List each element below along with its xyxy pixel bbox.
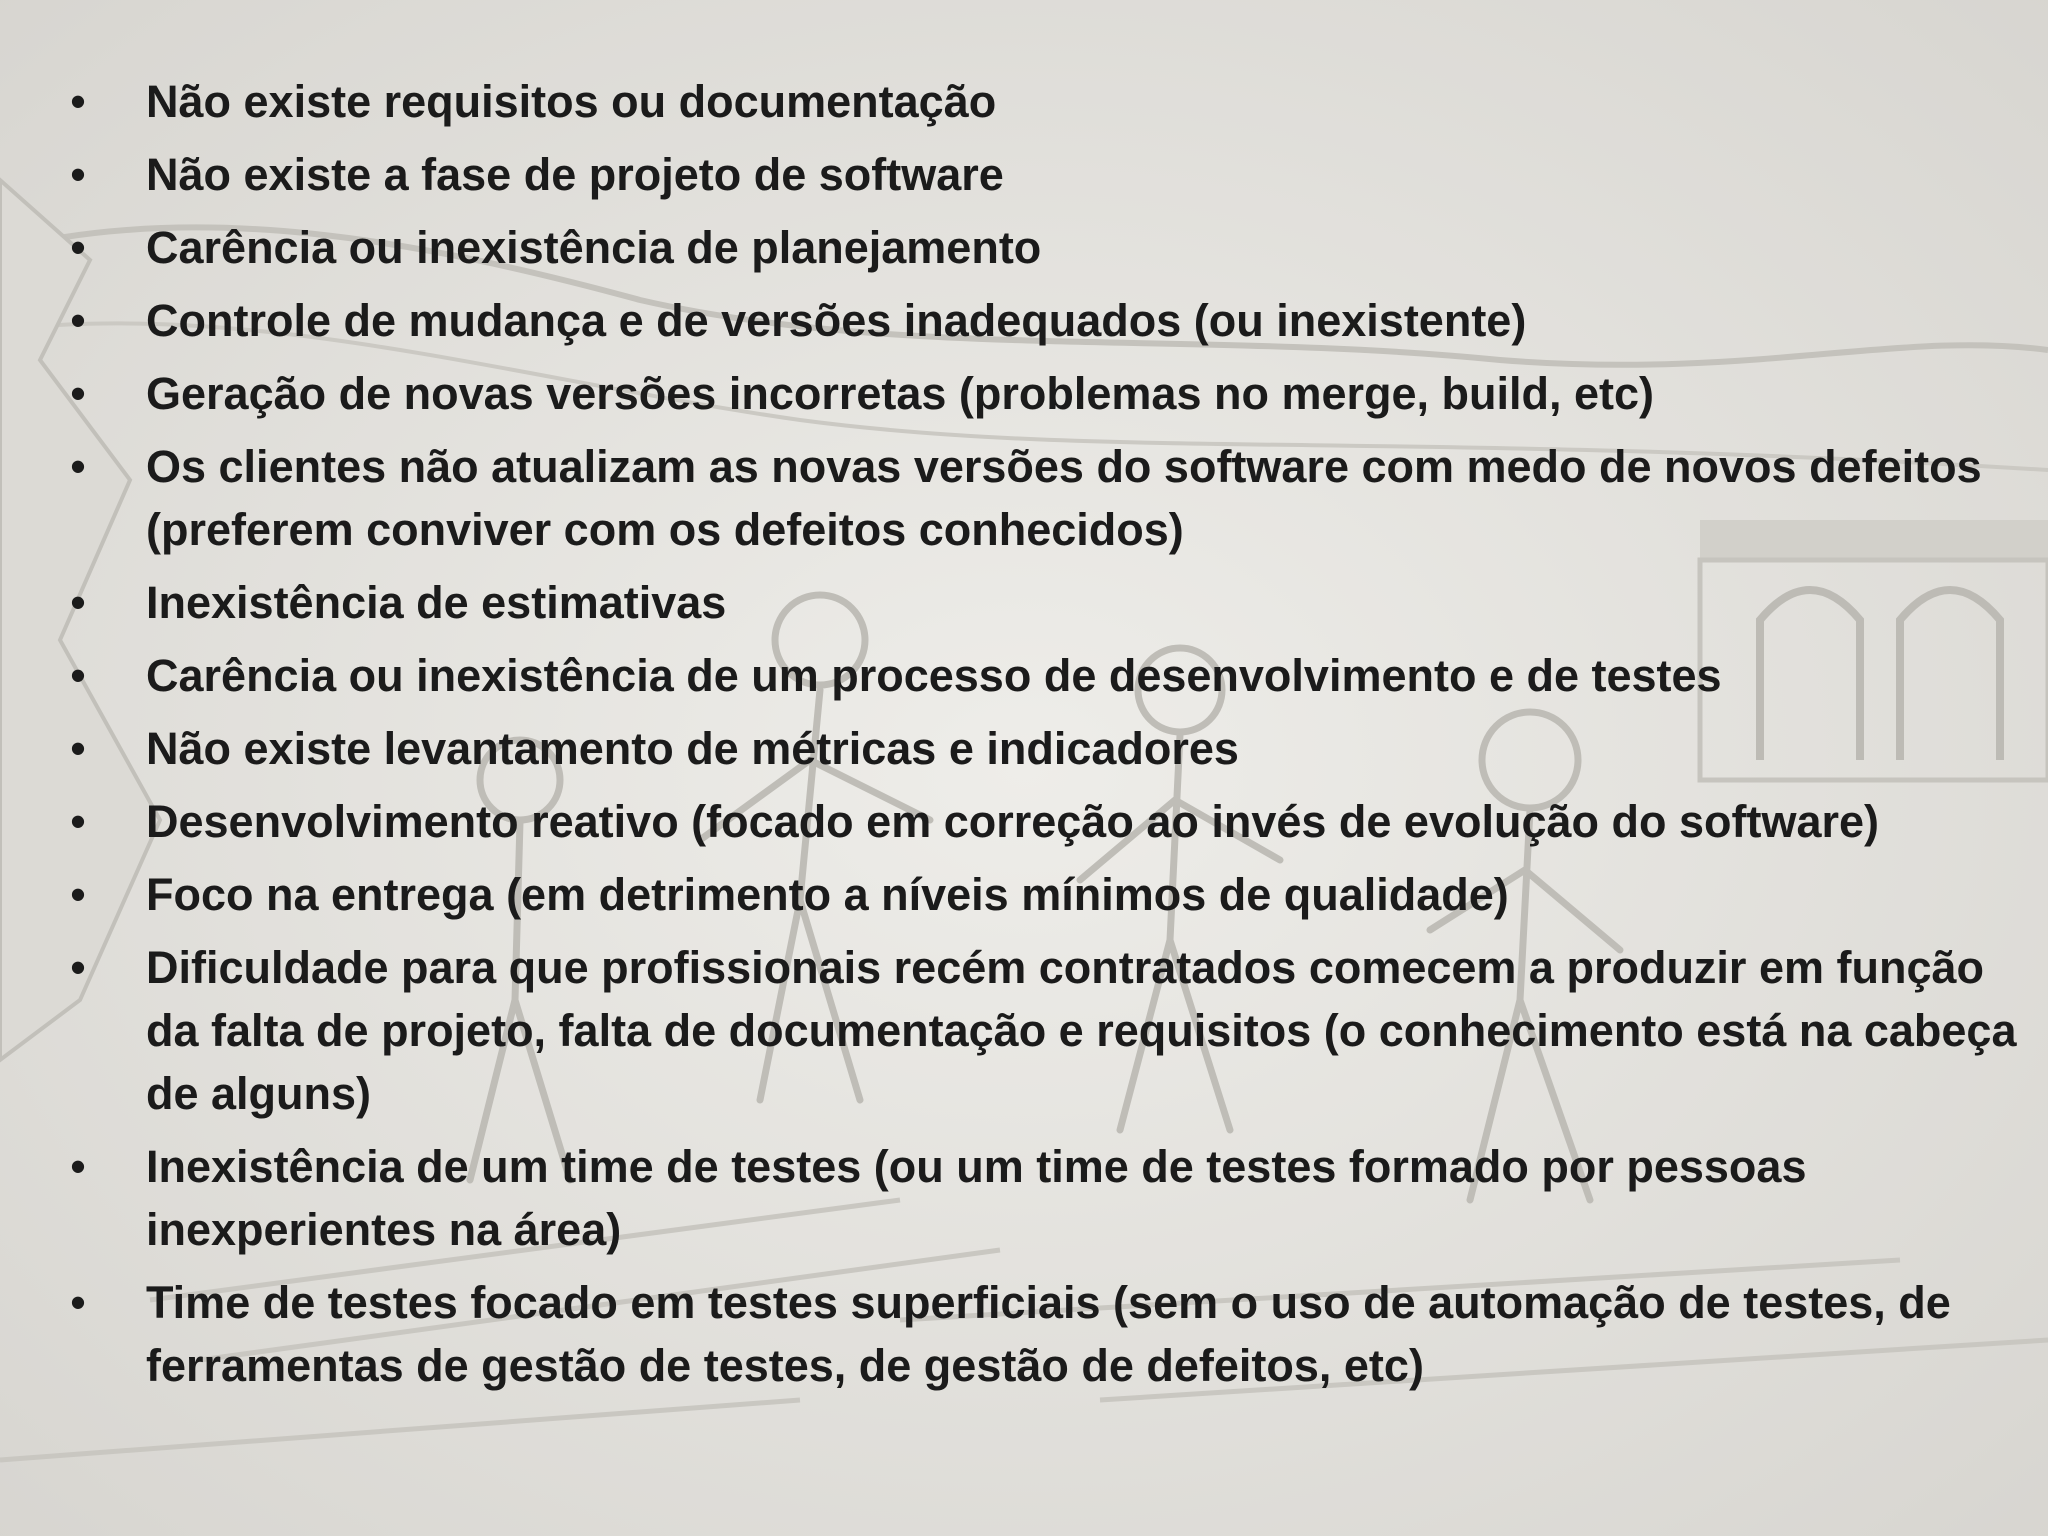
list-item-text: Time de testes focado em testes superficiais (sem o uso de automação de testes, de ferramentas de gestão de testes, de gestão de defeitos, etc)	[146, 1277, 1951, 1391]
bullet-icon: •	[70, 650, 86, 701]
list-item	[0, 216, 2048, 279]
list-item-text: Não existe a fase de projeto de software	[146, 149, 1004, 200]
bullet-icon: •	[70, 1277, 86, 1328]
list-item	[0, 289, 2048, 352]
bullet-icon: •	[70, 1141, 86, 1192]
bullet-icon: •	[70, 441, 86, 492]
bullet-icon: •	[70, 149, 86, 200]
list-item-text: Inexistência de um time de testes (ou um time de testes formado por pessoas inexperientes na área)	[146, 1141, 1807, 1255]
list-item-text: Inexistência de estimativas	[146, 577, 727, 628]
list-item	[0, 936, 2048, 1125]
bullet-icon: •	[70, 869, 86, 920]
list-item	[0, 362, 2048, 425]
bullet-icon: •	[70, 723, 86, 774]
list-item-text: Geração de novas versões incorretas (problemas no merge, build, etc)	[146, 368, 1655, 419]
bullet-icon: •	[70, 796, 86, 847]
bullet-icon: •	[70, 76, 86, 127]
list-item-text: Não existe levantamento de métricas e indicadores	[146, 723, 1239, 774]
list-item-text: Dificuldade para que profissionais recém contratados comecem a produzir em função da falta de projeto, falta de documentação e requisitos (o conhecimento está na cabeça de alguns)	[146, 942, 2017, 1119]
bullet-icon: •	[70, 295, 86, 346]
bullet-list	[0, 70, 2048, 1407]
bullet-icon: •	[70, 368, 86, 419]
bullet-icon: •	[70, 222, 86, 273]
bullet-icon: •	[70, 942, 86, 993]
list-item-text: Foco na entrega (em detrimento a níveis mínimos de qualidade)	[146, 869, 1509, 920]
list-item-text: Carência ou inexistência de um processo de desenvolvimento e de testes	[146, 650, 1722, 701]
list-item	[0, 435, 2048, 561]
list-item	[0, 143, 2048, 206]
list-item	[0, 863, 2048, 926]
list-item	[0, 571, 2048, 634]
list-item	[0, 644, 2048, 707]
list-item	[0, 70, 2048, 133]
list-item	[0, 1135, 2048, 1261]
list-item-text: Desenvolvimento reativo (focado em correção ao invés de evolução do software)	[146, 796, 1880, 847]
list-item-text: Os clientes não atualizam as novas versões do software com medo de novos defeitos (preferem conviver com os defeitos conhecidos)	[146, 441, 1982, 555]
list-item-text: Controle de mudança e de versões inadequados (ou inexistente)	[146, 295, 1527, 346]
list-item	[0, 790, 2048, 853]
bullet-icon: •	[70, 577, 86, 628]
list-item-text: Carência ou inexistência de planejamento	[146, 222, 1042, 273]
list-item	[0, 1271, 2048, 1397]
list-item	[0, 717, 2048, 780]
list-item-text: Não existe requisitos ou documentação	[146, 76, 997, 127]
